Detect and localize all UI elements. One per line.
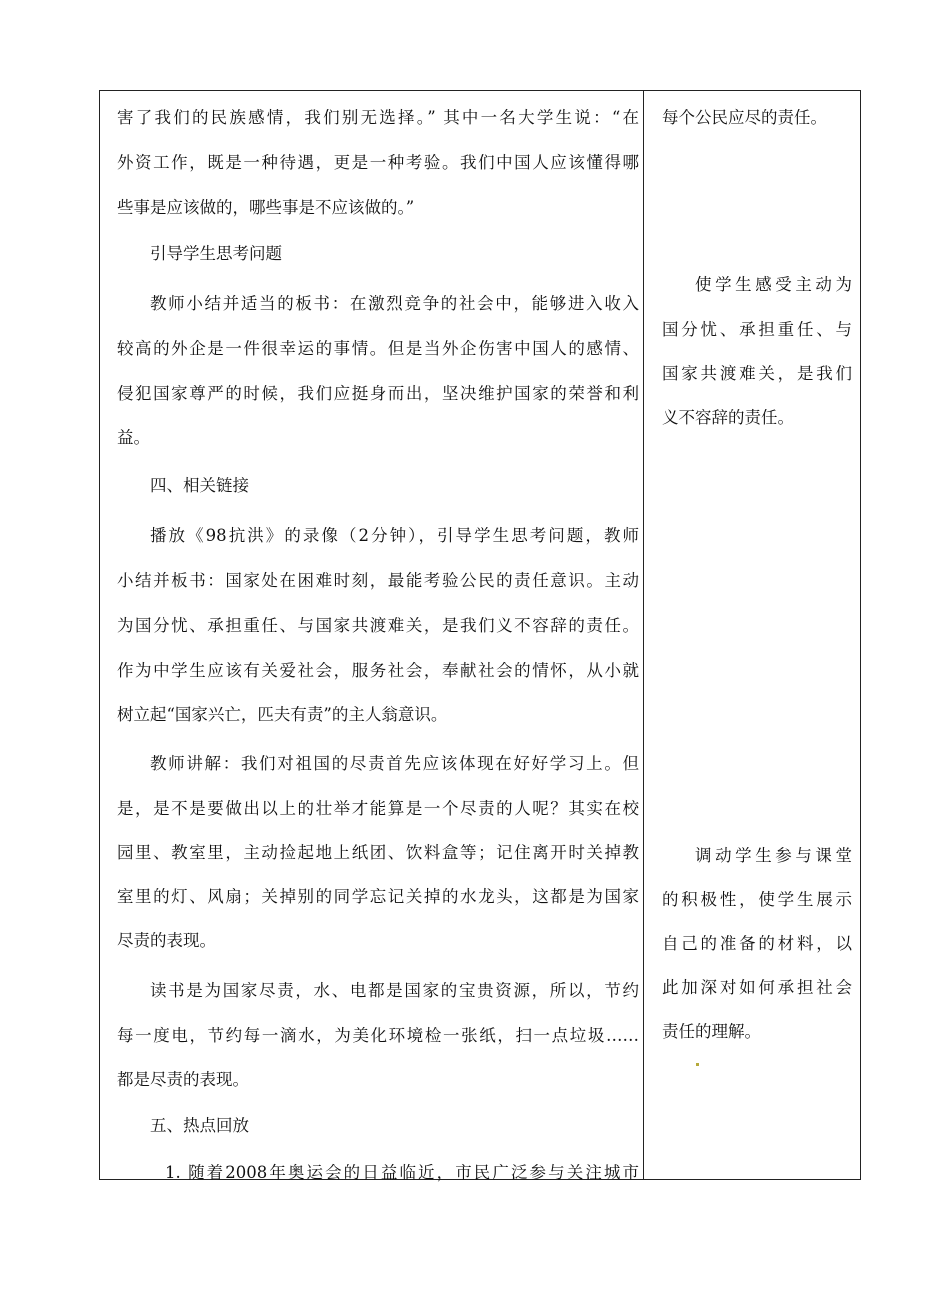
main-line: 尽责的表现。 bbox=[117, 931, 216, 950]
side-line: 此加深对如何承担社会 bbox=[662, 978, 852, 997]
main-line: 作为中学生应该有关爱社会，服务社会，奉献社会的情怀，从小就 bbox=[117, 661, 639, 680]
main-line: 树立起“国家兴亡，匹夫有责”的主人翁意识。 bbox=[117, 705, 448, 724]
main-line: 播放《98抗洪》的录像（2分钟），引导学生思考问题，教师 bbox=[150, 526, 639, 545]
main-line: 较高的外企是一件很幸运的事情。但是当外企伤害中国人的感情、 bbox=[117, 339, 639, 358]
stray-mark bbox=[696, 1063, 699, 1066]
side-line: 每个公民应尽的责任。 bbox=[662, 108, 827, 127]
main-line: 侵犯国家尊严的时候，我们应挺身而出，坚决维护国家的荣誉和利 bbox=[117, 384, 639, 403]
main-line: 小结并板书：国家处在困难时刻，最能考验公民的责任意识。主动 bbox=[117, 571, 639, 590]
main-line: 引导学生思考问题 bbox=[150, 244, 282, 263]
main-line: 四、相关链接 bbox=[150, 476, 249, 495]
side-line: 调动学生参与课堂 bbox=[695, 846, 852, 865]
main-line: 害了我们的民族感情，我们别无选择。” 其中一名大学生说：“在 bbox=[117, 108, 639, 127]
main-line: 是，是不是要做出以上的壮举才能算是一个尽责的人呢？其实在校 bbox=[117, 799, 639, 818]
main-line: 读书是为国家尽责，水、电都是国家的宝贵资源，所以，节约 bbox=[150, 981, 639, 1000]
main-line: 室里的灯、风扇；关掉别的同学忘记关掉的水龙头，这都是为国家 bbox=[117, 887, 639, 906]
main-line: 园里、教室里，主动捡起地上纸团、饮料盒等；记住离开时关掉教 bbox=[117, 843, 639, 862]
main-line: 教师讲解：我们对祖国的尽责首先应该体现在好好学习上。但 bbox=[150, 754, 639, 773]
main-line: 益。 bbox=[117, 428, 150, 447]
side-line: 国分忧、承担重任、与 bbox=[662, 320, 852, 339]
column-divider bbox=[643, 90, 644, 1180]
main-line: 都是尽责的表现。 bbox=[117, 1070, 249, 1089]
main-line: 每一度电，节约每一滴水，为美化环境检一张纸，扫一点垃圾…… bbox=[117, 1026, 639, 1045]
side-line: 责任的理解。 bbox=[662, 1022, 761, 1041]
main-line: 为国分忧、承担重任、与国家共渡难关，是我们义不容辞的责任。 bbox=[117, 616, 639, 635]
main-line: 五、热点回放 bbox=[150, 1116, 249, 1135]
main-line: 外资工作，既是一种待遇，更是一种考验。我们中国人应该懂得哪 bbox=[117, 153, 639, 172]
side-line: 义不容辞的责任。 bbox=[662, 408, 794, 427]
side-line: 自己的准备的材料，以 bbox=[662, 934, 852, 953]
main-line: 教师小结并适当的板书：在激烈竞争的社会中，能够进入收入 bbox=[150, 294, 639, 313]
side-line: 的积极性，使学生展示 bbox=[662, 890, 852, 909]
side-line: 使学生感受主动为 bbox=[695, 275, 852, 294]
main-line: 些事是应该做的，哪些事是不应该做的。” bbox=[117, 198, 415, 217]
main-line: 1. 随着2008年奥运会的日益临近，市民广泛参与关注城市 bbox=[165, 1163, 639, 1182]
side-line: 国家共渡难关，是我们 bbox=[662, 364, 852, 383]
